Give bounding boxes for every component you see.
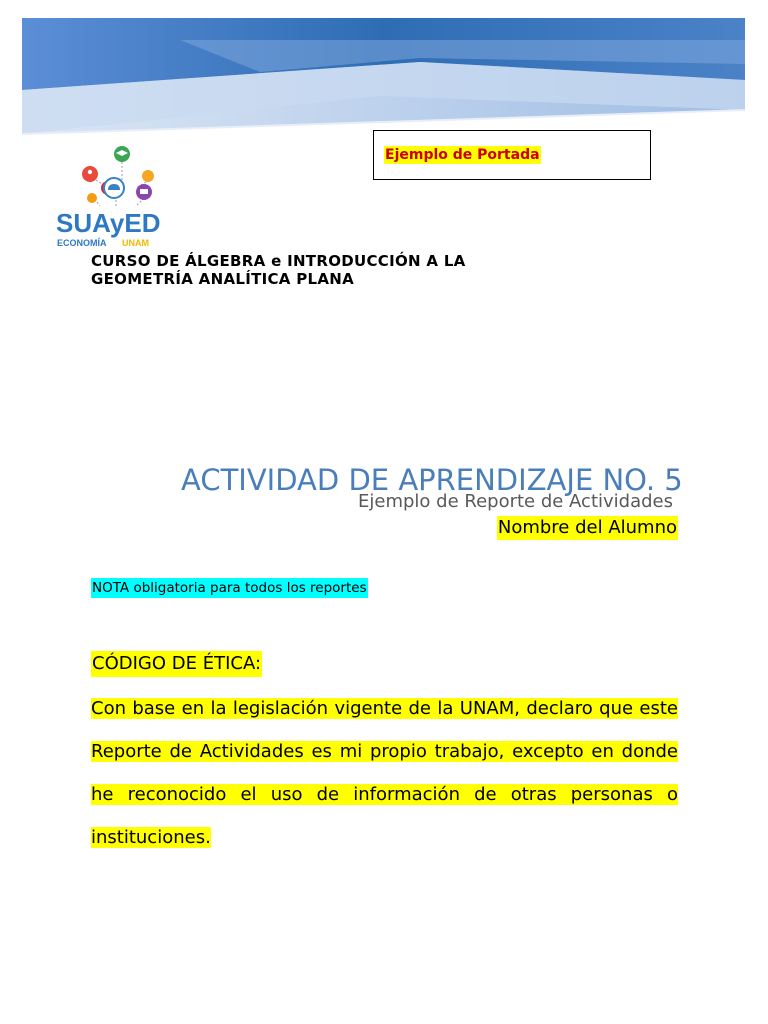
nota-obligatoria: NOTA obligatoria para todos los reportes [92,580,367,596]
portada-box [373,130,651,180]
activity-title: ACTIVIDAD DE APRENDIZAJE NO. 5 [181,463,683,497]
course-title [91,252,561,288]
svg-text:UNAM: UNAM [122,238,149,248]
activity-subtitle: Ejemplo de Reporte de Actividades [358,491,673,512]
ethics-heading: CÓDIGO DE ÉTICA: [91,651,262,677]
svg-text:SUAyED: SUAyED [56,208,161,238]
course-title-line2: GEOMETRÍA ANALÍTICA PLANA [91,270,355,288]
suayed-logo [56,142,176,250]
svg-text:ECONOMÍA: ECONOMÍA [57,238,107,248]
portada-label: Ejemplo de Portada [385,147,540,163]
ethics-body [91,687,678,859]
pencil-icon [87,193,97,203]
gear-icon [142,170,154,182]
course-title-line1: CURSO DE ÁLGEBRA e INTRODUCCIÓN A LA [91,252,466,270]
ethics-body-text: Con base en la legislación vigente de la UNAM, declaro que este Reporte de Actividades es mi propio trabajo, excepto en donde he reconocido el uso de información de otras personas o instituciones. [91,698,678,848]
header-banner [0,0,768,150]
student-name: Nombre del Alumno [497,517,677,538]
